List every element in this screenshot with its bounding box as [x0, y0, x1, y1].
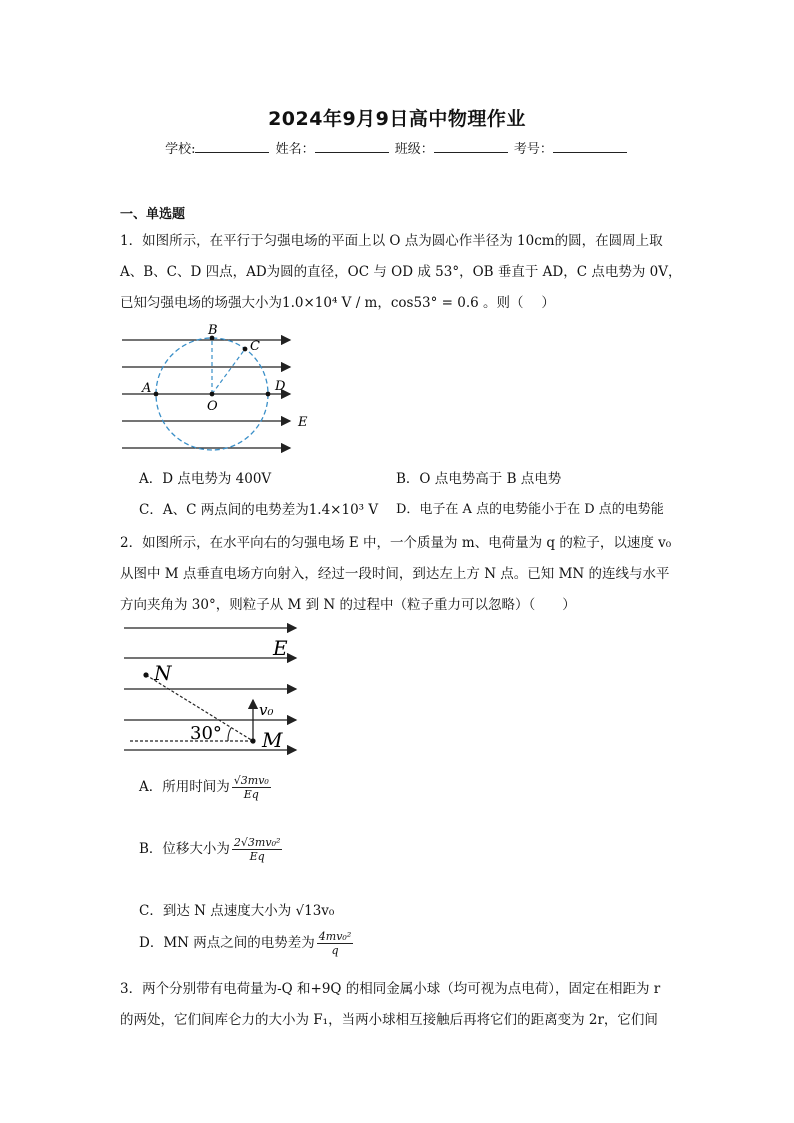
q1-stem-line2: A、B、C、D 四点，AD为圆的直径，OC 与 OD 成 53°，OB 垂直于 AD，C 点电势为 0V， [120, 264, 682, 280]
name-field[interactable] [315, 140, 389, 153]
q2-option-c[interactable]: C．到达 N 点速度大小为 √13v₀ [139, 903, 335, 919]
q2-option-b-fraction: $\frac{\text{2√3mv₀²}}{Eq}$ [233, 836, 281, 863]
class-label: 班级： [394, 142, 434, 157]
q2-option-a-fraction: $\frac{\text{√3mv₀}}{Eq}$ [233, 774, 269, 801]
q2-option-d[interactable] [139, 930, 353, 957]
label-n: N [154, 661, 172, 685]
label-angle: 30° [190, 723, 222, 744]
school-field[interactable] [195, 140, 269, 153]
label-c: C [250, 339, 260, 354]
label-a: A [142, 381, 152, 396]
label-d: D [275, 379, 286, 394]
exam-no-label: 考号： [513, 142, 553, 157]
q1-stem-line3: 已知匀强电场的场强大小为1.0×10⁴ V / m，cos53° = 0.6 。则（ ） [120, 295, 555, 311]
exam-no-field[interactable] [553, 140, 627, 153]
school-label: 学校: [165, 142, 196, 157]
q1-option-a[interactable]: A．D 点电势为 400V [139, 471, 272, 487]
q3-stem-line2: 的两处，它们间库仑力的大小为 F₁，当两小球相互接触后再将它们的距离变为 2r，它们间 [120, 1012, 658, 1028]
label-o: O [207, 399, 218, 414]
q1-stem-line1: 1．如图所示，在平行于匀强电场的平面上以 O 点为圆心作半径为 10cm的圆，在圆周上取 [120, 233, 663, 249]
point-c [243, 347, 248, 352]
q1-option-c[interactable]: C．A、C 两点间的电势差为1.4×10³ V [139, 502, 379, 518]
class-field[interactable] [434, 140, 508, 153]
q1-figure-circle-field [118, 318, 328, 458]
q2-option-b[interactable] [139, 836, 282, 863]
q2-figure-particle-field [118, 620, 318, 760]
label-e: E [273, 636, 288, 660]
q3-stem-line1: 3．两个分别带有电荷量为-Q 和+9Q 的相同金属小球（均可视为点电荷），固定在相距为 r [120, 981, 661, 997]
q2-stem-line2: 从图中 M 点垂直电场方向射入，经过一段时间，到达左上方 N 点。已知 MN 的连线与水平 [120, 566, 670, 582]
q2-option-d-fraction: $\frac{\text{4mv₀²}}{q}$ [318, 930, 352, 957]
q2-stem-line3: 方向夹角为 30°，则粒子从 M 到 N 的过程中（粒子重力可以忽略）（ ） [120, 597, 576, 613]
name-label: 姓名： [275, 142, 315, 157]
point-o [210, 392, 215, 397]
oc-segment [212, 349, 245, 394]
q2-option-a[interactable] [139, 774, 271, 801]
point-m [250, 738, 255, 743]
point-a [154, 392, 159, 397]
q2-stem-line1: 2．如图所示，在水平向右的匀强电场 E 中，一个质量为 m、电荷量为 q 的粒子，以速度 v₀ [120, 535, 672, 551]
label-m: M [262, 728, 283, 752]
q1-option-b[interactable]: B．O 点电势高于 B 点电势 [396, 471, 562, 487]
q2-option-b-text: B．位移大小为 [139, 841, 230, 857]
q2-option-d-text: D．MN 两点之间的电势差为 [139, 935, 315, 951]
q2-option-a-text: A．所用时间为 [139, 779, 230, 795]
section-title: 一、单选题 [120, 207, 186, 222]
label-e: E [298, 415, 308, 430]
q1-option-d[interactable]: D．电子在 A 点的电势能小于在 D 点的电势能 [396, 502, 664, 517]
point-d [266, 392, 271, 397]
label-v0: v₀ [259, 701, 274, 719]
student-info-line [0, 138, 794, 157]
point-n [143, 672, 148, 677]
page-title: 2024年9月9日高中物理作业 [268, 108, 526, 130]
angle-arc [228, 728, 231, 741]
label-b: B [208, 323, 218, 338]
